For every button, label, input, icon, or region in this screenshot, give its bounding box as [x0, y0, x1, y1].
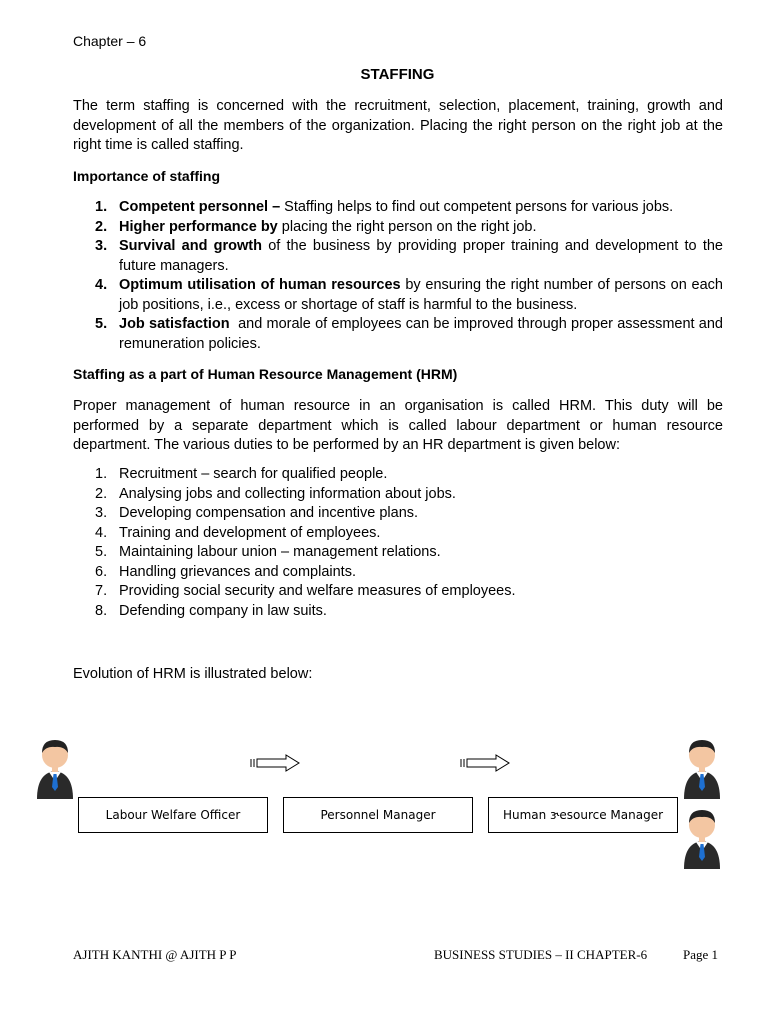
intro-paragraph: The term staffing is concerned with the recruitment, selection, placement, training, growth and development of all the members of the organization. Placing the right person on the right job at the right time is called staffing.	[73, 98, 723, 153]
footer-author: AJITH KANTHI @ AJITH P P	[73, 947, 237, 962]
footer-subject: BUSINESS STUDIES – II CHAPTER-6	[434, 947, 648, 962]
item-text: Developing compensation and incentive plans.	[119, 505, 419, 521]
importance-heading: Importance of staffing	[73, 168, 221, 184]
item-number: 1.	[95, 199, 108, 215]
item-number: 1.	[95, 466, 108, 482]
person-icon	[679, 729, 725, 799]
list-item	[73, 465, 723, 485]
item-number: 4.	[95, 277, 108, 293]
person-icon	[679, 799, 725, 869]
evolution-caption: Evolution of HRM is illustrated below:	[73, 666, 313, 682]
item-bold: Higher performance by	[119, 218, 278, 235]
item-bold: Competent personnel –	[119, 199, 281, 215]
footer-page-number: Page 1	[683, 947, 719, 962]
list-item	[73, 315, 728, 354]
item-text: Providing social security and welfare measures of employees.	[119, 583, 516, 599]
item-bold: Survival and growth	[119, 238, 262, 254]
item-text: Analysing jobs and collecting information about jobs.	[119, 485, 456, 502]
item-number: 8.	[95, 602, 108, 619]
list-item	[73, 218, 723, 238]
list-item	[73, 563, 723, 583]
item-number: 2.	[95, 218, 108, 235]
item-text: Staffing helps to find out competent persons for various jobs.	[280, 199, 674, 215]
stage-personnel-manager: Personnel Manager	[283, 797, 473, 833]
item-number: 3.	[95, 238, 108, 254]
item-number: 3.	[95, 505, 108, 521]
item-bold: Optimum utilisation of human resources	[119, 277, 401, 293]
arrow-right-icon	[460, 753, 512, 773]
arrow-right-icon	[250, 753, 302, 773]
item-number: 2.	[95, 485, 108, 502]
person-icon	[32, 729, 78, 799]
list-item	[73, 237, 723, 276]
item-text: Recruitment – search for qualified people.	[119, 466, 388, 482]
item-number: 6.	[95, 563, 108, 580]
item-text: Handling grievances and complaints.	[119, 563, 356, 580]
list-item	[73, 582, 723, 602]
list-item	[73, 276, 723, 315]
list-item	[73, 524, 723, 544]
item-text: by ensuring the right number of persons on each job positions, i.e., excess or shortage of staff is harmful to the business.	[119, 277, 723, 313]
item-text: Defending company in law suits.	[119, 602, 327, 619]
page-title: STAFFING	[360, 66, 435, 83]
item-text: of the business by providing proper training and development to the future managers.	[119, 238, 723, 274]
hrm-paragraph: Proper management of human resource in an organisation is called HRM. This duty will be performed by a separate department which is called labour department or human resource department. The various duties to be performed by an HR department is given below:	[73, 398, 723, 453]
list-item	[73, 198, 723, 218]
hrm-heading: Staffing as a part of Human Resource Management (HRM)	[73, 366, 458, 382]
item-number: 5.	[95, 316, 108, 332]
chapter-label: Chapter – 6	[73, 33, 147, 49]
item-text: placing the right person on the right job.	[277, 218, 537, 235]
list-item	[73, 543, 723, 563]
list-item	[73, 504, 723, 524]
item-number: 5.	[95, 544, 108, 560]
importance-list	[73, 198, 728, 354]
item-number: 7.	[95, 583, 108, 599]
item-text: and morale of employees can be improved through proper assessment and remuneration policies.	[119, 316, 728, 352]
stage-human-resource-manager: Human ɝesource Manager	[488, 797, 678, 833]
stage-labour-welfare-officer: Labour Welfare Officer	[78, 797, 268, 833]
list-item	[73, 485, 723, 505]
item-number: 4.	[95, 524, 108, 541]
item-bold: Job satisfaction	[119, 316, 230, 332]
item-text: Maintaining labour union – management relations.	[119, 544, 441, 560]
list-item	[73, 602, 723, 622]
duties-list	[73, 465, 723, 621]
item-text: Training and development of employees.	[119, 524, 381, 541]
